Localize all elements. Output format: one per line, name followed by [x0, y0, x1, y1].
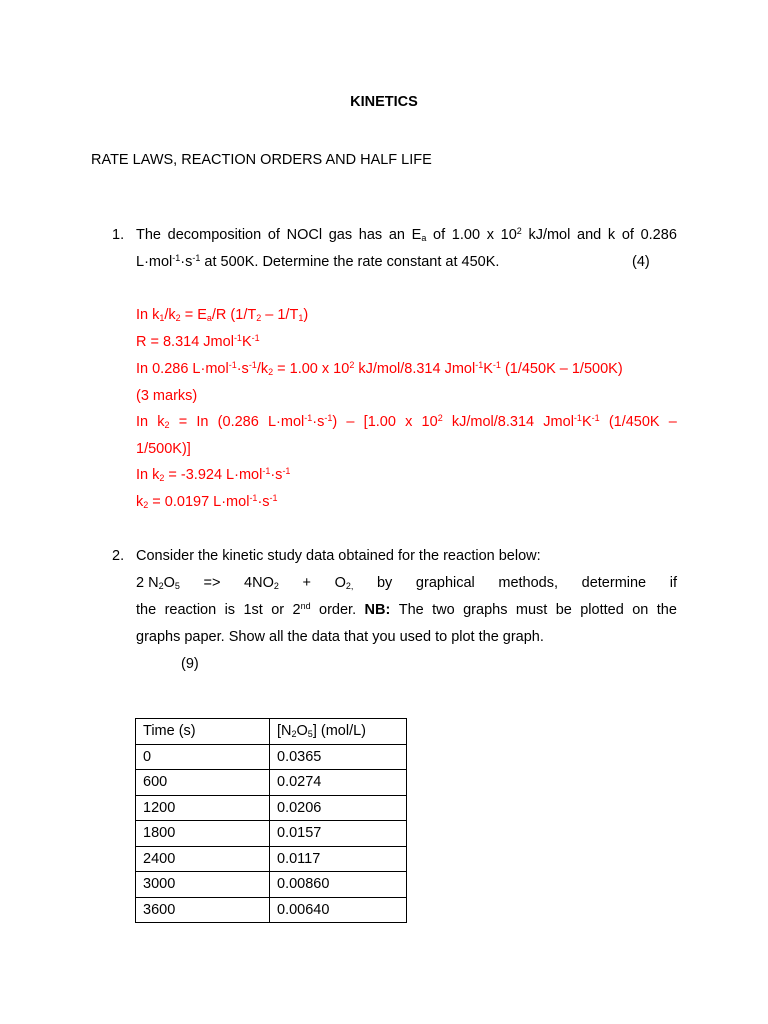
- kinetics-data-table: [135, 718, 407, 923]
- question-1-number: 1.: [112, 227, 125, 243]
- solution-line-8: $k_2 = 0.0197$ $L\cdot mol^{-1}\cdot s^{-1}$: [136, 493, 278, 510]
- solution-line-3: In 0.286 $L\cdot mol^{-1}\cdot s^{-1}/k_2 = 1.00$ x $10^2$ kJ/mol/8.314 $Jmol^{-1}K^{-1}$ (1/450K – 1/500K): [136, 360, 623, 377]
- document-title: KINETICS: [350, 94, 418, 110]
- question-2-marks: (9): [181, 656, 199, 672]
- table-row: 2400 0.0117: [136, 846, 407, 872]
- table-row: 3600 0.00640: [136, 897, 407, 923]
- header-time: Time (s): [136, 719, 270, 745]
- table-row: 1800 0.0157: [136, 821, 407, 847]
- question-1-marks: (4): [632, 254, 650, 270]
- table-row: 1200 0.0206: [136, 795, 407, 821]
- question-2-line-1: Consider the kinetic study data obtained for the reaction below:: [136, 548, 541, 564]
- solution-line-5: In $k_2$ = In (0.286 $L\cdot mol^{-1}\cdot s^{-1}$) – [1.00 x $10^2$ kJ/mol/8.314 $Jmol^{-1}K^{-1}$ (1/450K –: [136, 413, 677, 430]
- question-2-line-3: the reaction is 1st or 2nd order. NB: The two graphs must be plotted on the: [136, 601, 677, 618]
- section-heading: RATE LAWS, REACTION ORDERS AND HALF LIFE: [91, 152, 432, 168]
- table-header-row: [136, 719, 407, 745]
- table-row: 0 0.0365: [136, 744, 407, 770]
- solution-line-6: 1/500K)]: [136, 441, 191, 457]
- solution-line-4: (3 marks): [136, 388, 198, 404]
- question-1-line-1: The decomposition of NOCl gas has an $E_a$ of 1.00 x $10^2$ kJ/mol and k of 0.286: [136, 226, 677, 243]
- header-concentration: $[N_2O_5]$ (mol/L): [270, 719, 407, 745]
- table-row: 600 0.0274: [136, 770, 407, 796]
- solution-line-2: R = 8.314 $Jmol^{-1}K^{-1}$: [136, 333, 260, 350]
- question-2-line-4: graphs paper. Show all the data that you used to plot the graph.: [136, 629, 544, 645]
- question-1-line-2: $L\cdot mol^{-1}\cdot s^{-1}$ at 500K. Determine the rate constant at 450K.: [136, 253, 500, 270]
- question-2-line-2: 2 $N_2O_5$ => $4NO_2$ + $O_{2,}$ by graphical methods, determine if: [136, 575, 677, 591]
- solution-line-7: In $k_2 = -3.924$ $L\cdot mol^{-1}\cdot s^{-1}$: [136, 466, 291, 483]
- solution-line-1: In $k_1/k_2 = E_a/R$ $(1/T_2 - 1/T_1)$: [136, 307, 309, 323]
- table-row: 3000 0.00860: [136, 872, 407, 898]
- question-2-number: 2.: [112, 548, 125, 564]
